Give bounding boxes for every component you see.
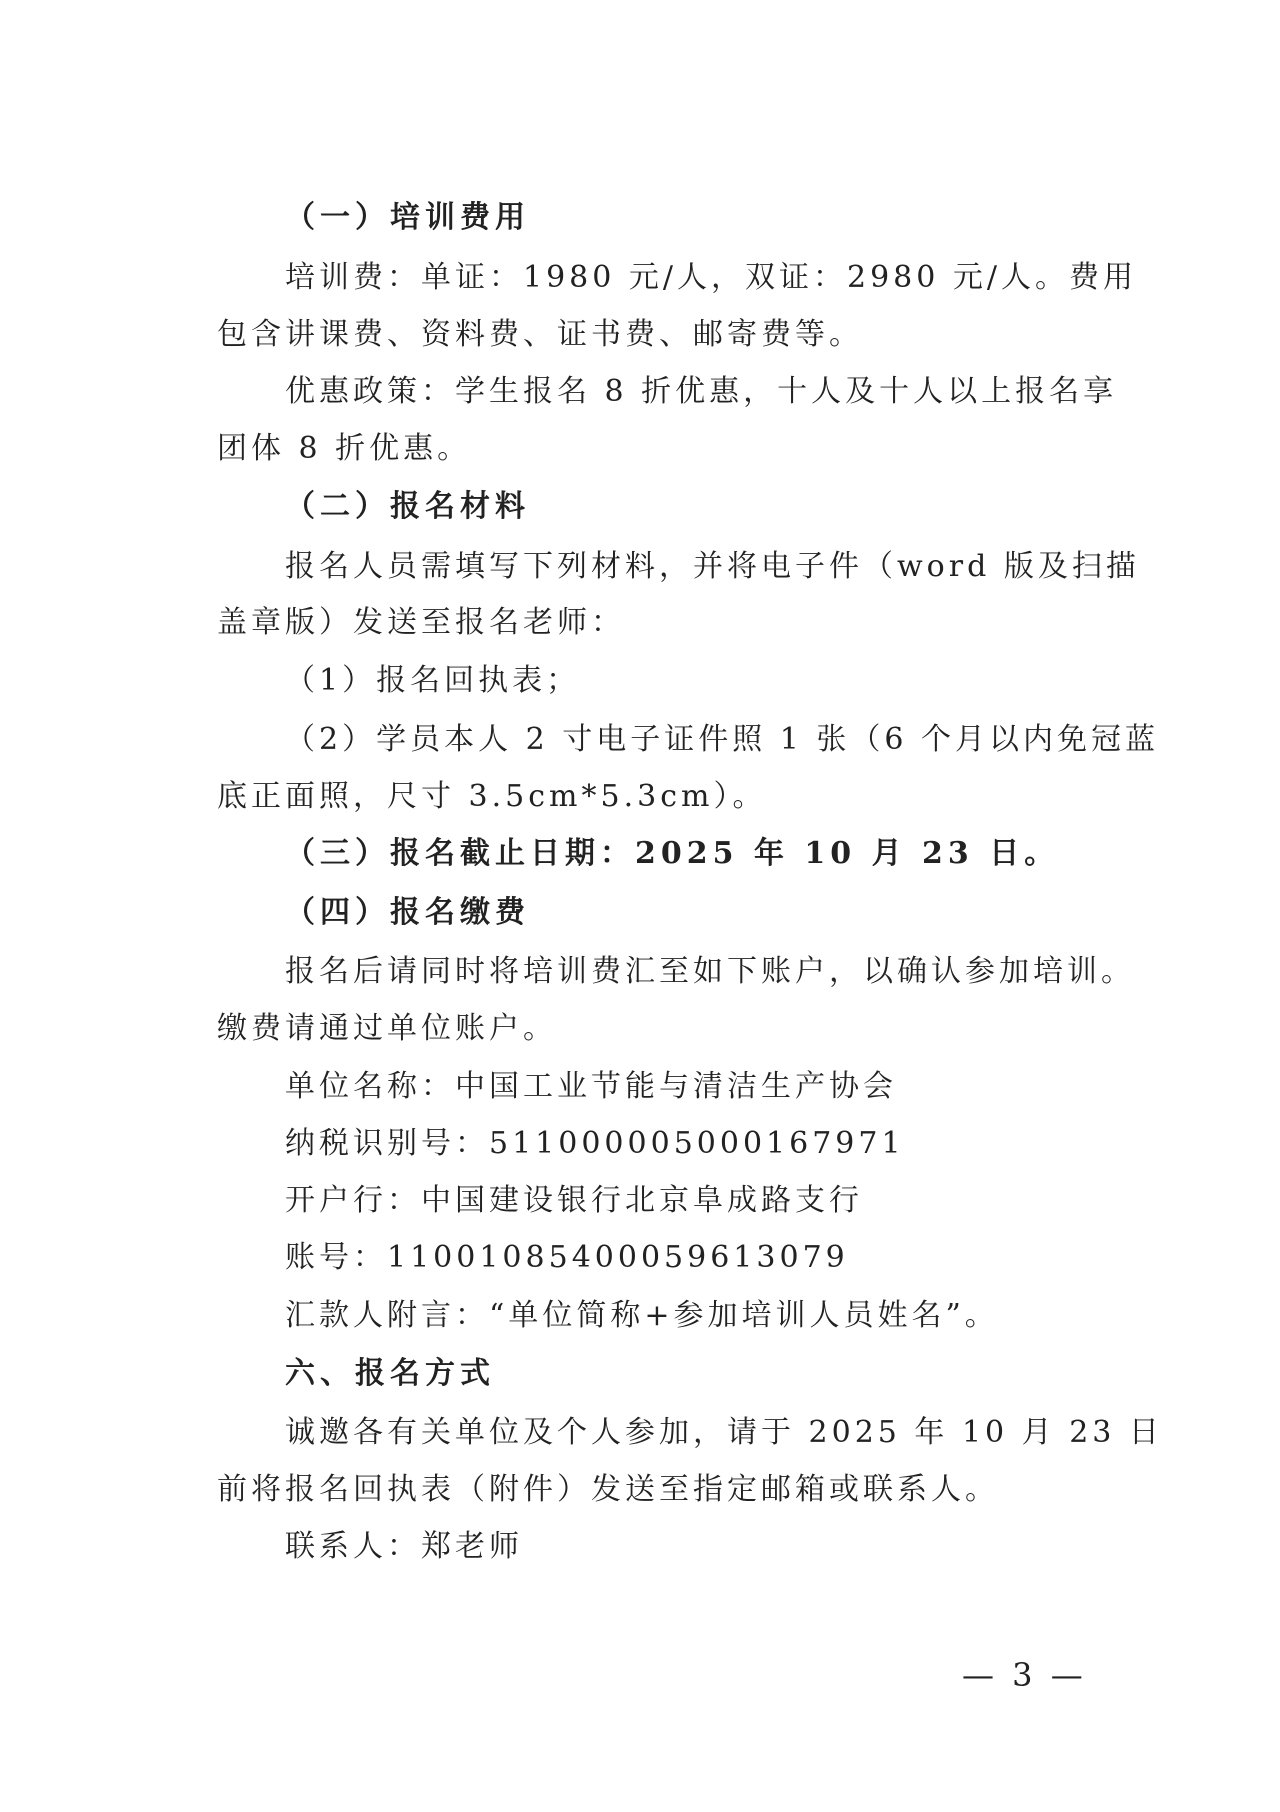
account-number: 账号：11001085400059613079: [285, 1240, 849, 1275]
contact-person: 联系人：郑老师: [285, 1529, 523, 1564]
unit-name: 单位名称：中国工业节能与清洁生产协会: [285, 1069, 897, 1104]
discount-line-2: 团体 8 折优惠。: [217, 431, 472, 466]
registration-section-heading: 六、报名方式: [285, 1356, 495, 1391]
page-number: — 3 —: [962, 1656, 1087, 1694]
payment-intro-line-2: 缴费请通过单位账户。: [217, 1011, 557, 1046]
materials-item-1: （1）报名回执表；: [285, 663, 581, 698]
materials-intro-line-2: 盖章版）发送至报名老师：: [217, 605, 625, 640]
payment-intro-line-1: 报名后请同时将培训费汇至如下账户，以确认参加培训。: [285, 954, 1135, 989]
fee-line-1: 培训费：单证：1980 元/人，双证：2980 元/人。费用: [285, 260, 1137, 295]
materials-section-heading: （二）报名材料: [285, 489, 530, 524]
discount-line-1: 优惠政策：学生报名 8 折优惠，十人及十人以上报名享: [285, 374, 1118, 409]
materials-item-2-line-1: （2）学员本人 2 寸电子证件照 1 张（6 个月以内免冠蓝: [285, 722, 1160, 757]
deadline-heading: （三）报名截止日期：2025 年 10 月 23 日。: [285, 836, 1060, 871]
payment-section-heading: （四）报名缴费: [285, 895, 530, 930]
tax-id: 纳税识别号：511000005000167971: [285, 1126, 905, 1161]
bank-name: 开户行：中国建设银行北京阜成路支行: [285, 1183, 863, 1218]
remittance-remark: 汇款人附言：“单位简称+参加培训人员姓名”。: [285, 1298, 999, 1333]
materials-item-2-line-2: 底正面照，尺寸 3.5cm*5.3cm）。: [217, 779, 767, 814]
registration-text-line-2: 前将报名回执表（附件）发送至指定邮箱或联系人。: [217, 1472, 999, 1507]
fee-section-heading: （一）培训费用: [285, 200, 530, 235]
materials-intro-line-1: 报名人员需填写下列材料，并将电子件（word 版及扫描: [285, 549, 1140, 584]
registration-text-line-1: 诚邀各有关单位及个人参加，请于 2025 年 10 月 23 日: [285, 1415, 1163, 1450]
fee-line-2: 包含讲课费、资料费、证书费、邮寄费等。: [217, 317, 863, 352]
